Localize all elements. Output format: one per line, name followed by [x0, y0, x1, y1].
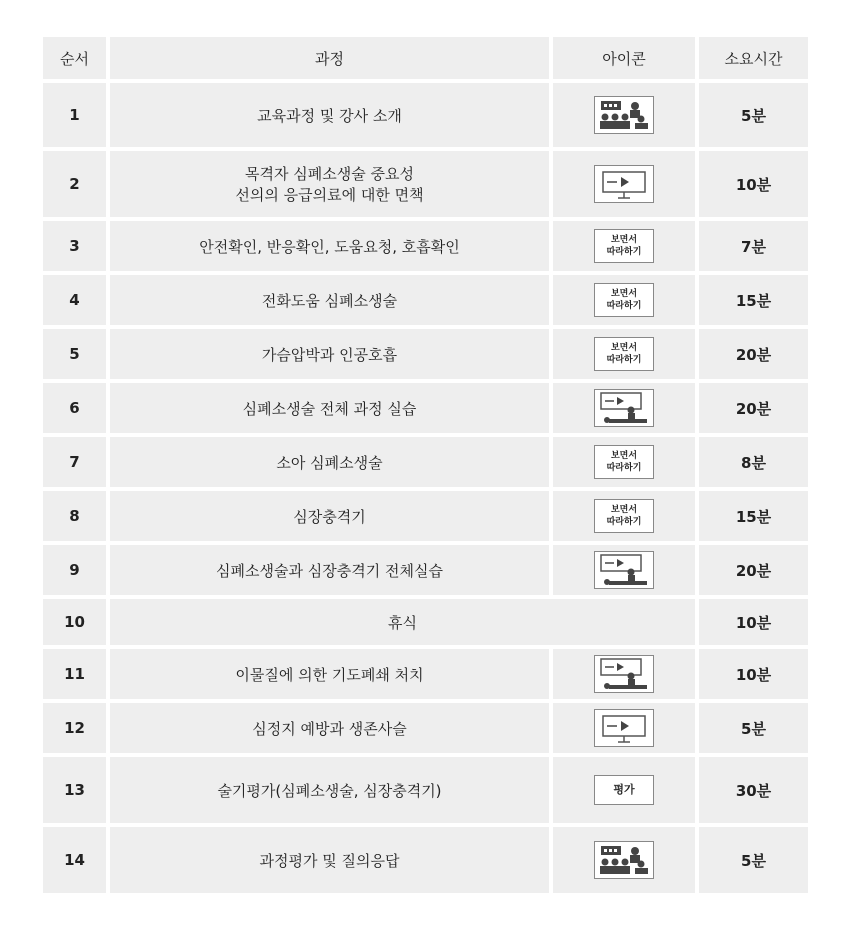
row-duration: 20분 [699, 383, 808, 433]
row-order: 11 [43, 649, 110, 699]
row-icon-cell [553, 275, 699, 325]
header-course: 과정 [110, 37, 553, 79]
table-row [43, 221, 808, 271]
row-duration: 30분 [699, 757, 808, 823]
row-course [110, 437, 553, 487]
icon-label-line2: 따라하기 [606, 463, 642, 473]
course-text-line2: 선의의 응급의료에 대한 면책 [235, 186, 424, 204]
row-course [110, 329, 553, 379]
watch-and-follow-icon [594, 337, 654, 371]
row-order: 3 [43, 221, 110, 271]
row-course [110, 649, 553, 699]
row-course [110, 827, 553, 893]
icon-label-line1: 보면서 [610, 451, 638, 461]
row-duration: 10분 [699, 599, 808, 645]
row-order: 2 [43, 151, 110, 217]
row-duration: 15분 [699, 275, 808, 325]
row-icon-cell [553, 329, 699, 379]
watch-and-follow-icon [594, 229, 654, 263]
row-duration: 10분 [699, 151, 808, 217]
row-order: 14 [43, 827, 110, 893]
row-course [110, 491, 553, 541]
row-order: 4 [43, 275, 110, 325]
course-text: 전화도움 심폐소생술 [261, 291, 398, 310]
course-text: 심장충격기 [293, 507, 366, 526]
row-duration: 20분 [699, 329, 808, 379]
course-text: 이물질에 의한 기도폐쇄 처치 [235, 665, 424, 684]
table-row [43, 329, 808, 379]
row-icon-cell [553, 437, 699, 487]
icon-label-line2: 따라하기 [606, 355, 642, 365]
header-icon: 아이콘 [553, 37, 699, 79]
icon-label-line1: 보면서 [610, 343, 638, 353]
row-course [110, 151, 553, 217]
icon-label-line2: 따라하기 [606, 301, 642, 311]
row-course [110, 757, 553, 823]
watch-and-follow-icon [594, 499, 654, 533]
row-icon-cell [553, 221, 699, 271]
icon-label-line2: 따라하기 [606, 247, 642, 257]
row-order: 9 [43, 545, 110, 595]
course-text: 목격자 심폐소생술 중요성 [245, 165, 414, 183]
table-row [43, 599, 808, 645]
row-icon-cell [553, 83, 699, 147]
row-order: 5 [43, 329, 110, 379]
course-text: 술기평가(심폐소생술, 심장충격기) [217, 781, 442, 800]
row-duration: 5분 [699, 83, 808, 147]
course-text: 안전확인, 반응확인, 도움요청, 호흡확인 [199, 237, 460, 256]
table-header-row [43, 37, 808, 79]
row-course [110, 83, 553, 147]
course-text: 과정평가 및 질의응답 [259, 851, 400, 870]
row-course [110, 703, 553, 753]
row-order: 8 [43, 491, 110, 541]
course-schedule-table [43, 33, 808, 897]
row-course [110, 221, 553, 271]
row-icon-cell [553, 491, 699, 541]
course-text: 가슴압박과 인공호흡 [261, 345, 398, 364]
table-row [43, 437, 808, 487]
watch-and-follow-icon [594, 445, 654, 479]
watch-and-follow-icon [594, 283, 654, 317]
course-text: 소아 심폐소생술 [276, 453, 383, 472]
row-duration: 10분 [699, 649, 808, 699]
row-icon-cell [553, 827, 699, 893]
table-row [43, 545, 808, 595]
table-row [43, 151, 808, 217]
row-duration: 5분 [699, 827, 808, 893]
video-screen-icon [594, 165, 654, 203]
row-duration: 5분 [699, 703, 808, 753]
row-order: 12 [43, 703, 110, 753]
course-text: 심정지 예방과 생존사슬 [252, 719, 407, 738]
row-order: 13 [43, 757, 110, 823]
course-text: 심폐소생술 전체 과정 실습 [242, 399, 417, 418]
row-order: 6 [43, 383, 110, 433]
header-duration: 소요시간 [699, 37, 808, 79]
row-course [110, 599, 699, 645]
course-text: 심폐소생술과 심장충격기 전체실습 [216, 561, 443, 580]
row-duration: 7분 [699, 221, 808, 271]
video-practice-icon [594, 389, 654, 427]
classroom-icon [594, 841, 654, 879]
icon-label-line1: 보면서 [610, 505, 638, 515]
table-row [43, 649, 808, 699]
table-row [43, 757, 808, 823]
table-row [43, 275, 808, 325]
row-icon-cell [553, 757, 699, 823]
row-course [110, 383, 553, 433]
evaluation-icon: 평가 [594, 775, 654, 805]
row-icon-cell [553, 151, 699, 217]
course-text: 휴식 [388, 613, 417, 632]
table-row [43, 83, 808, 147]
row-course [110, 275, 553, 325]
icon-label-line1: 보면서 [610, 289, 638, 299]
row-icon-cell [553, 545, 699, 595]
row-icon-cell [553, 383, 699, 433]
video-practice-icon [594, 655, 654, 693]
row-course [110, 545, 553, 595]
row-duration: 8분 [699, 437, 808, 487]
row-icon-cell [553, 703, 699, 753]
icon-label-line1: 보면서 [610, 235, 638, 245]
table-row [43, 827, 808, 893]
row-order: 1 [43, 83, 110, 147]
video-practice-icon [594, 551, 654, 589]
row-order: 7 [43, 437, 110, 487]
header-order: 순서 [43, 37, 110, 79]
table-row [43, 383, 808, 433]
row-duration: 15분 [699, 491, 808, 541]
row-icon-cell [553, 649, 699, 699]
course-text: 교육과정 및 강사 소개 [257, 106, 402, 125]
row-duration: 20분 [699, 545, 808, 595]
video-screen-icon [594, 709, 654, 747]
row-order: 10 [43, 599, 110, 645]
table-row [43, 703, 808, 753]
classroom-icon [594, 96, 654, 134]
icon-label-line2: 따라하기 [606, 517, 642, 527]
table-row [43, 491, 808, 541]
